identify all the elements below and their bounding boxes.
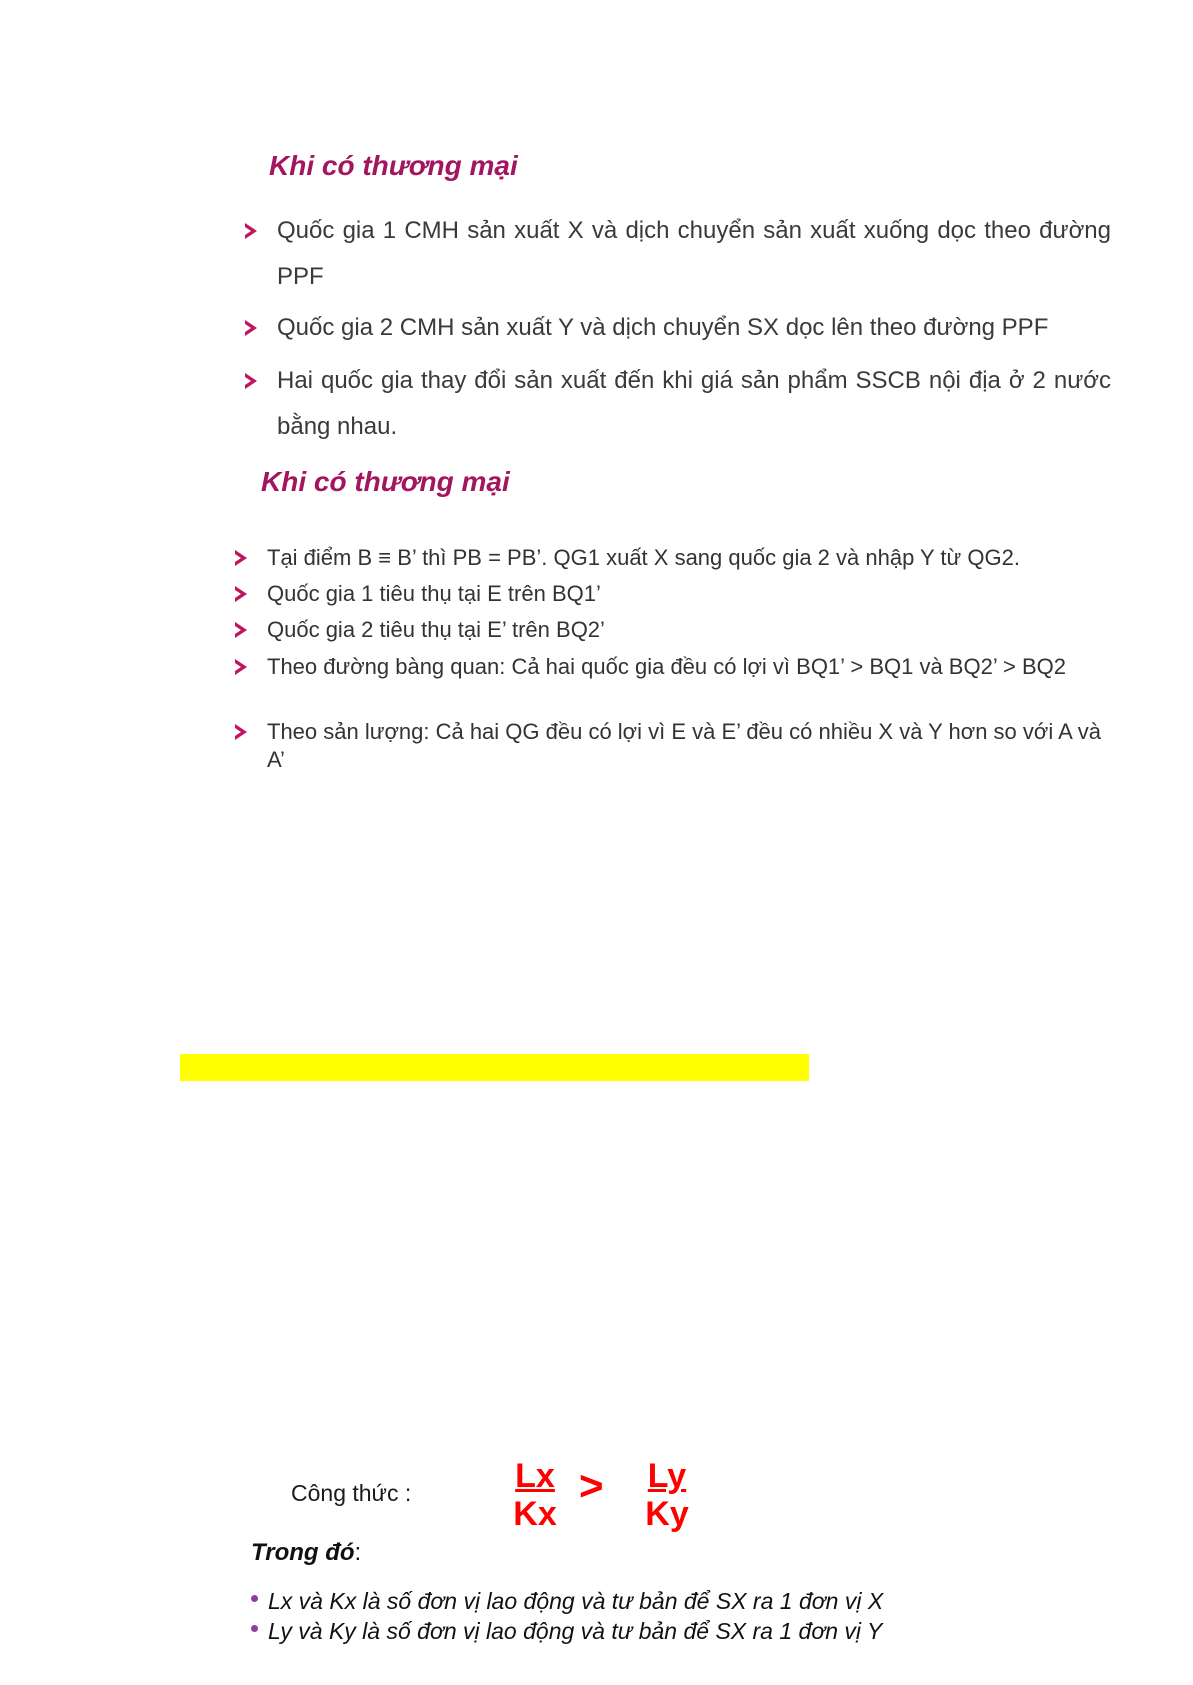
section1-bullet-2 [245, 305, 1111, 351]
section1-bullet-3 [245, 358, 1111, 450]
section2-bullet-3 [235, 616, 1110, 644]
bullet-text: Quốc gia 2 tiêu thụ tại E’ trên BQ2’ [267, 617, 605, 642]
definition-item [251, 1588, 883, 1615]
definition-item [251, 1618, 882, 1645]
arrow-bullet-icon [245, 320, 257, 336]
bullet-text: Hai quốc gia thay đổi sản xuất đến khi giá sản phẩm SSCB nội địa ở 2 nước bằng nhau. [277, 367, 1111, 440]
arrow-bullet-icon [245, 223, 257, 239]
section2-bullet-2 [235, 580, 1110, 608]
formula-operator: > [579, 1462, 604, 1509]
bullet-dot-icon [251, 1625, 258, 1632]
formula-right-numerator: Ly [647, 1457, 687, 1495]
section2-bullet-5 [235, 718, 1110, 774]
definitions-title-text: Trong đó [251, 1539, 355, 1566]
formula-label: Công thức : [291, 1480, 412, 1506]
bullet-text: Theo đường bàng quan: Cả hai quốc gia đều có lợi vì BQ1’ > BQ1 và BQ2’ > BQ2 [267, 654, 1066, 679]
formula-right-denominator: Ky [645, 1495, 689, 1533]
arrow-bullet-icon [235, 659, 247, 675]
arrow-bullet-icon [235, 622, 247, 638]
arrow-bullet-icon [235, 550, 247, 566]
highlight-bar [180, 1054, 809, 1081]
bullet-text: Tại điểm B ≡ B’ thì PB = PB’. QG1 xuất X sang quốc gia 2 và nhập Y từ QG2. [267, 545, 1020, 570]
section2-bullet-1 [235, 544, 1110, 572]
bullet-dot-icon [251, 1595, 258, 1602]
arrow-bullet-icon [245, 373, 257, 389]
bullet-text: Quốc gia 2 CMH sản xuất Y và dịch chuyển SX dọc lên theo đường PPF [277, 314, 1049, 341]
definition-text: Ly và Ky là số đơn vị lao động và tư bản để SX ra 1 đơn vị Y [268, 1618, 883, 1644]
section1-heading: Khi có thương mại [269, 150, 518, 181]
definitions-title [251, 1539, 361, 1567]
section2-heading: Khi có thương mại [261, 466, 510, 497]
formula-right-fraction [632, 1457, 702, 1533]
definitions-colon: : [354, 1539, 362, 1566]
formula-left-denominator: Kx [513, 1495, 557, 1533]
formula-left-numerator: Lx [515, 1457, 555, 1495]
bullet-text: Quốc gia 1 CMH sản xuất X và dịch chuyển sản xuất xuống dọc theo đường PPF [277, 217, 1111, 290]
arrow-bullet-icon [235, 724, 247, 740]
formula-left-fraction [500, 1457, 570, 1533]
section2-bullet-4 [235, 653, 1110, 681]
bullet-text: Theo sản lượng: Cả hai QG đều có lợi vì E và E’ đều có nhiều X và Y hơn so với A và A’ [267, 719, 1101, 772]
definition-text: Lx và Kx là số đơn vị lao động và tư bản để SX ra 1 đơn vị X [268, 1588, 884, 1614]
arrow-bullet-icon [235, 586, 247, 602]
bullet-text: Quốc gia 1 tiêu thụ tại E trên BQ1’ [267, 581, 601, 606]
section1-bullet-1 [245, 208, 1111, 300]
